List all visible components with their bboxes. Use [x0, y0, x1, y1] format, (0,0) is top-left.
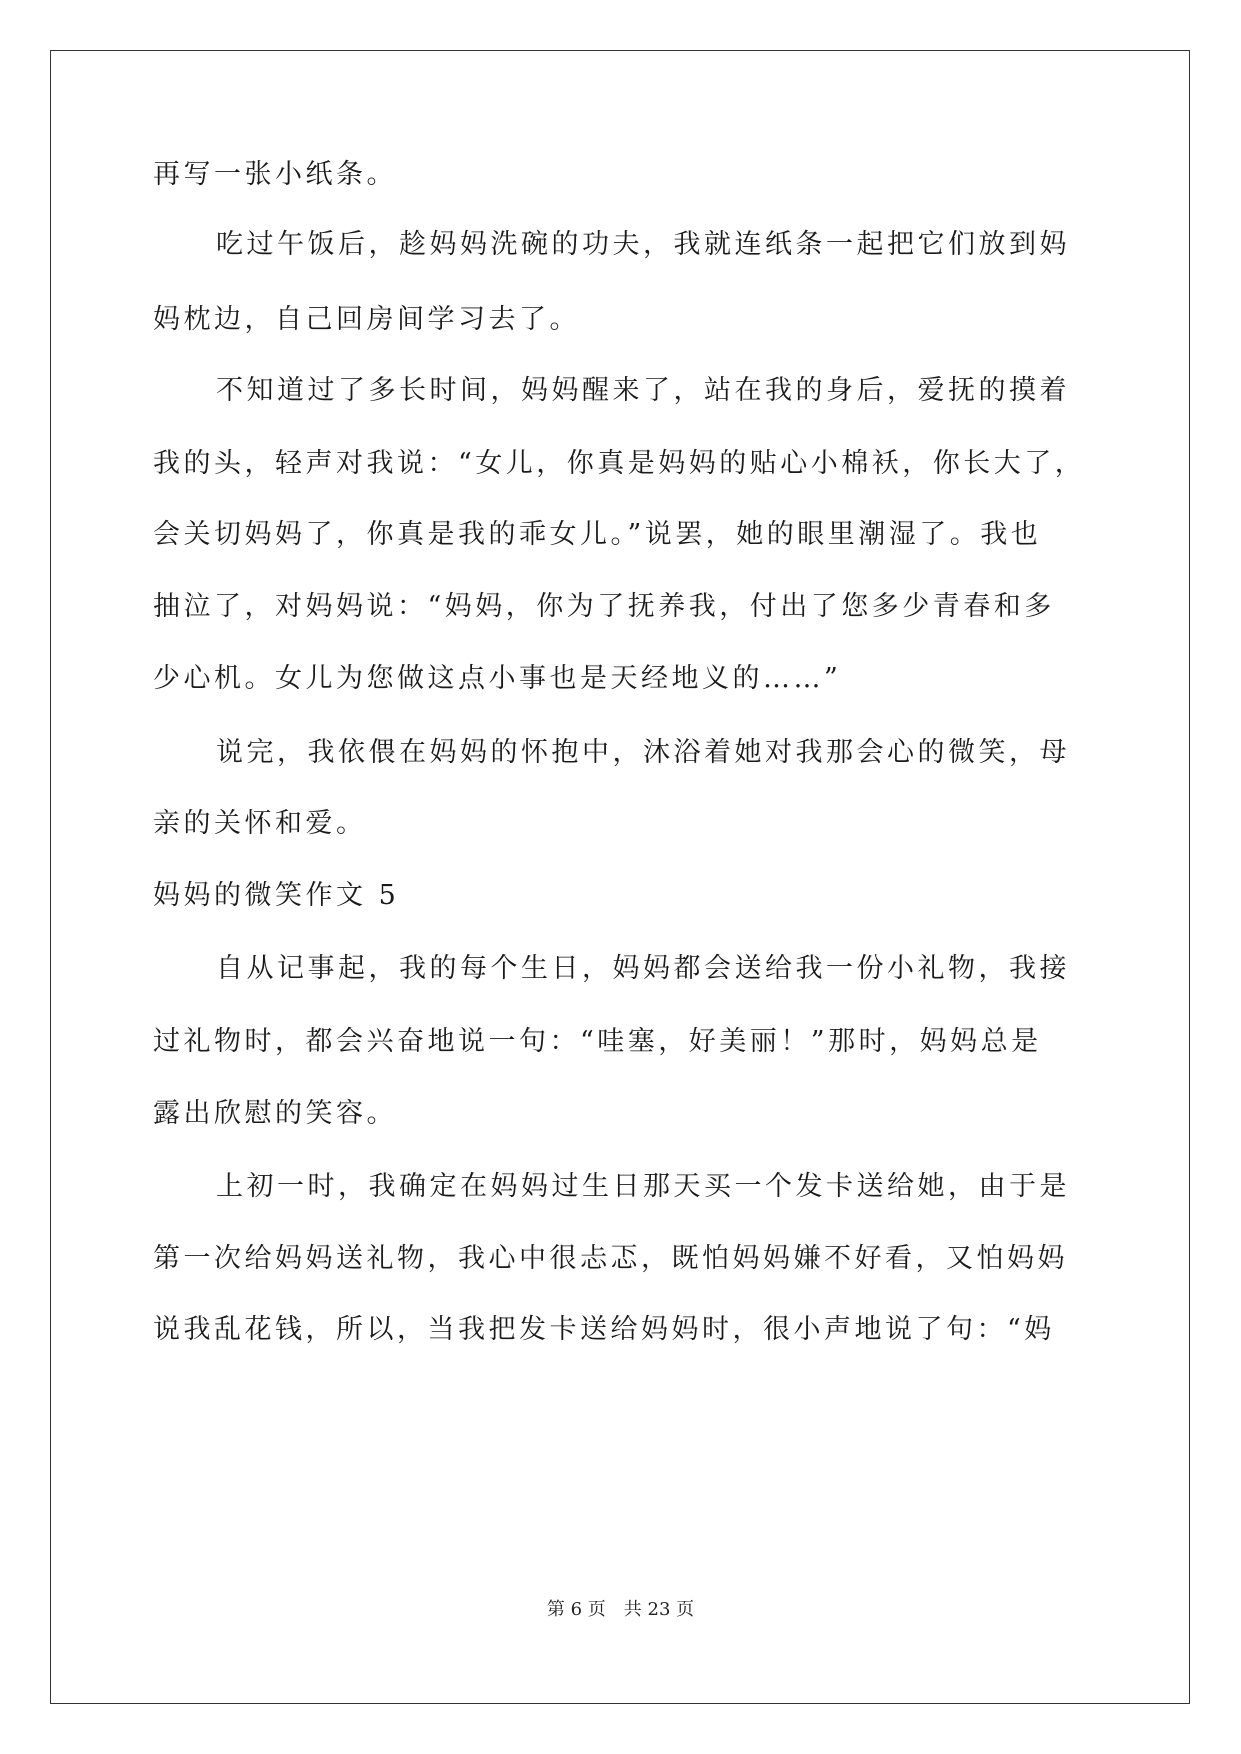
- text-line: 说我乱花钱，所以，当我把发卡送给妈妈时，很小声地说了句：“妈: [153, 1314, 1055, 1345]
- text-line: 说完，我依偎在妈妈的怀抱中，沐浴着她对我那会心的微笑，母: [216, 737, 1070, 768]
- text-line: 亲的关怀和爱。: [153, 808, 367, 839]
- text-line: 第一次给妈妈送礼物，我心中很忐忑，既怕妈妈嫌不好看，又怕妈妈: [153, 1243, 1068, 1274]
- text-line: 我的头，轻声对我说：“女儿，你真是妈妈的贴心小棉袄，你长大了，: [153, 448, 1086, 479]
- total-pages: 共 23 页: [623, 1599, 695, 1620]
- text-line: 上初一时，我确定在妈妈过生日那天买一个发卡送给她，由于是: [216, 1171, 1070, 1202]
- text-line: 不知道过了多长时间，妈妈醒来了，站在我的身后，爱抚的摸着: [216, 375, 1070, 406]
- page-number: 第 6 页: [546, 1599, 606, 1620]
- text-line: 过礼物时，都会兴奋地说一句：“哇塞，好美丽！”那时，妈妈总是: [153, 1026, 1042, 1057]
- text-line: 妈枕边，自己回房间学习去了。: [153, 304, 580, 335]
- section-heading: 妈妈的微笑作文 5: [153, 880, 400, 911]
- text-line: 露出欣慰的笑容。: [153, 1098, 397, 1129]
- text-line: 抽泣了，对妈妈说：“妈妈，你为了抚养我，付出了您多少青春和多: [153, 591, 1055, 622]
- page-footer: [0, 1599, 1241, 1621]
- page-border: [50, 50, 1190, 1704]
- text-line: 再写一张小纸条。: [153, 159, 397, 190]
- text-line: 吃过午饭后，趁妈妈洗碗的功夫，我就连纸条一起把它们放到妈: [216, 229, 1070, 260]
- text-line: 少心机。女儿为您做这点小事也是天经地义的……”: [153, 663, 842, 694]
- text-line: 会关切妈妈了，你真是我的乖女儿。”说罢，她的眼里潮湿了。我也: [153, 519, 1042, 550]
- text-line: 自从记事起，我的每个生日，妈妈都会送给我一份小礼物，我接: [216, 953, 1070, 984]
